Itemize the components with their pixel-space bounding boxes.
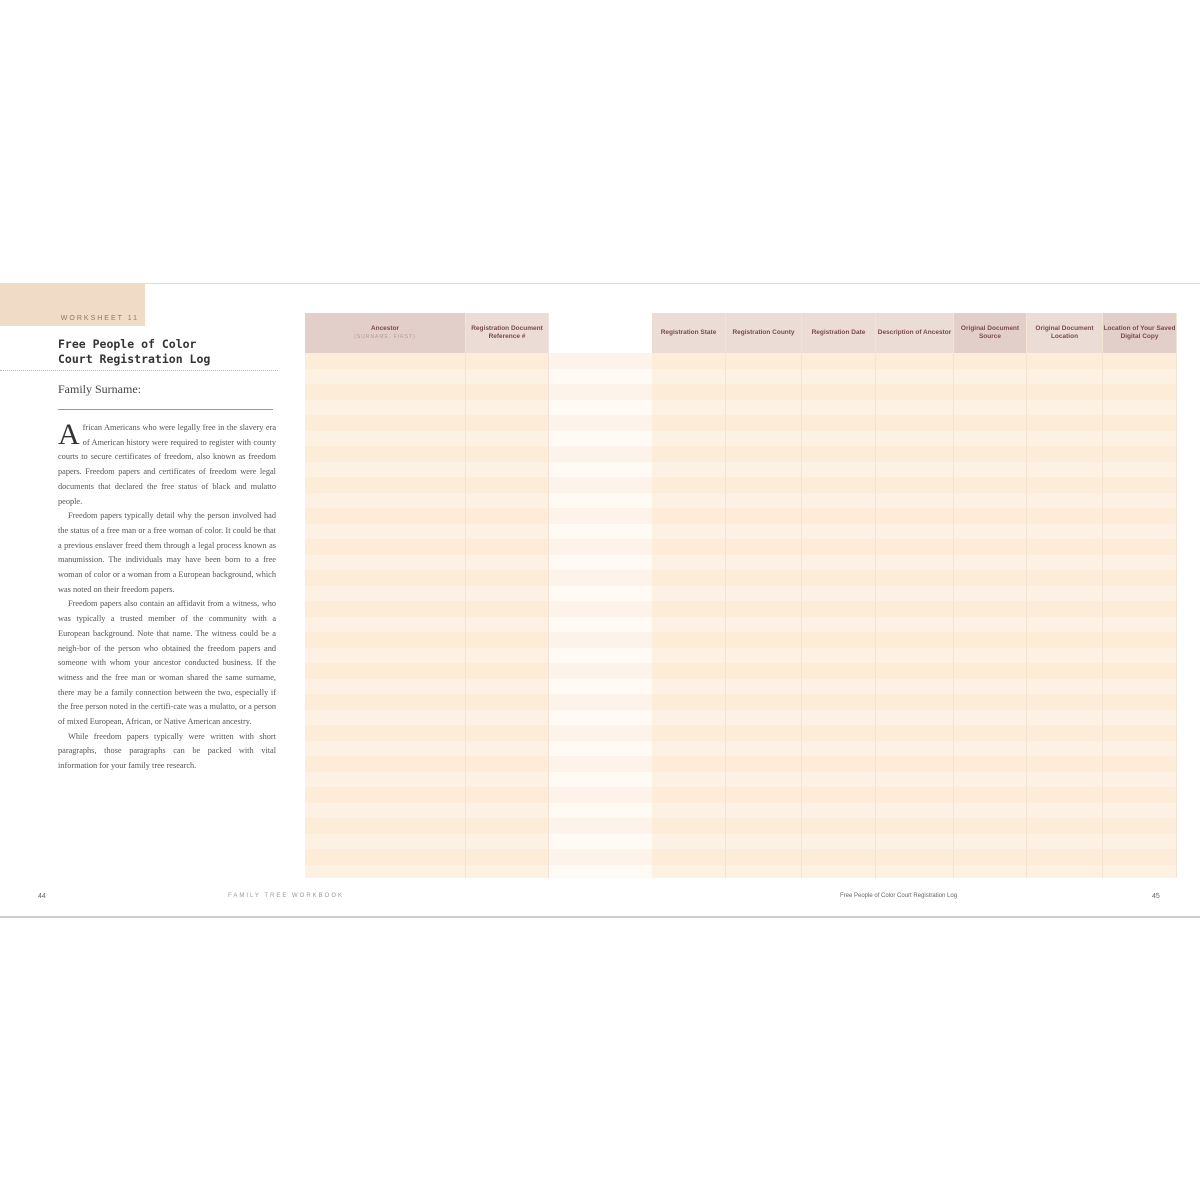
table-cells[interactable]	[466, 353, 548, 878]
running-head-left: FAMILY TREE WORKBOOK	[228, 893, 345, 899]
drop-cap: A	[58, 418, 80, 451]
column-header: Original Document Source	[954, 313, 1026, 353]
paragraph: Freedom papers typically detail why the person involved had the status of a free man or a free woman of color. It could be that a previous enslaver freed them through a legal process known as manumission. The individuals may have been born to a free woman of color or a woman from a European background, which was noted on their freedom papers.	[58, 511, 276, 594]
paragraph: frican Americans who were legally free in the slavery era of American history were required to register with county courts to secure certificates of freedom, also known as freedom papers. Freedom papers and certificates of freedom were legal documents that declared the free status of black and mulatto people.	[58, 423, 276, 506]
table-cells[interactable]	[876, 353, 953, 878]
log-table-right	[652, 313, 1177, 878]
column-5	[1027, 313, 1103, 878]
paragraph: Freedom papers also contain an affidavit from a witness, who was typically a trusted member of the community with a European background. Note that name. The witness could be a neigh-bor of the person who obtained the freedom papers and someone with whom your ancestor conducted business. If the witness and the free man or woman shared the same surname, there may be a family connection between the two, especially if the free person noted in the certifi-cate was a mulatto, or a person of mixed European, African, or Native American ancestry.	[58, 599, 276, 727]
column-ancestor	[305, 313, 466, 878]
column-header: Location of Your Saved Digital Copy	[1103, 313, 1176, 353]
table-cells[interactable]	[1027, 353, 1102, 878]
column-1	[726, 313, 802, 878]
table-cells[interactable]	[1103, 353, 1176, 878]
title-line-2: Court Registration Log	[58, 352, 211, 366]
column-reference	[466, 313, 549, 878]
table-cells[interactable]	[802, 353, 875, 878]
table-cells[interactable]	[305, 353, 465, 878]
running-head-right: Free People of Color Court Registration Log	[840, 893, 958, 899]
family-surname-label: Family Surname:	[58, 382, 141, 396]
column-header: Registration Date	[802, 313, 875, 353]
column-header: Registration State	[652, 313, 725, 353]
family-surname-field[interactable]	[58, 409, 273, 410]
paragraph: While freedom papers typically were written with short paragraphs, those paragraphs can be packed with vital information for your family tree research.	[58, 731, 276, 771]
column-header: Ancestor (SURNAME, FIRST)	[305, 313, 465, 353]
page-title	[58, 337, 210, 367]
worksheet-label: WORKSHEET 11	[60, 315, 139, 322]
table-cells[interactable]	[726, 353, 801, 878]
table-cells[interactable]	[954, 353, 1026, 878]
title-line-1: Free People of Color	[58, 337, 197, 351]
page-number-left: 44	[38, 893, 46, 900]
column-0	[652, 313, 726, 878]
column-2	[802, 313, 876, 878]
column-6	[1103, 313, 1177, 878]
column-header: Registration County	[726, 313, 801, 353]
gutter	[549, 313, 652, 878]
column-3	[876, 313, 954, 878]
column-header: Original Document Location	[1027, 313, 1102, 353]
page-number-right: 45	[1152, 893, 1160, 900]
book-spread	[0, 283, 1200, 918]
column-header: Registration Document Reference #	[466, 313, 548, 353]
divider	[0, 370, 278, 371]
table-cells[interactable]	[652, 353, 725, 878]
log-table-left	[305, 313, 652, 878]
column-4	[954, 313, 1027, 878]
column-header: Description of Ancestor	[876, 313, 953, 353]
body-text	[58, 418, 276, 774]
worksheet-tab	[0, 284, 145, 326]
